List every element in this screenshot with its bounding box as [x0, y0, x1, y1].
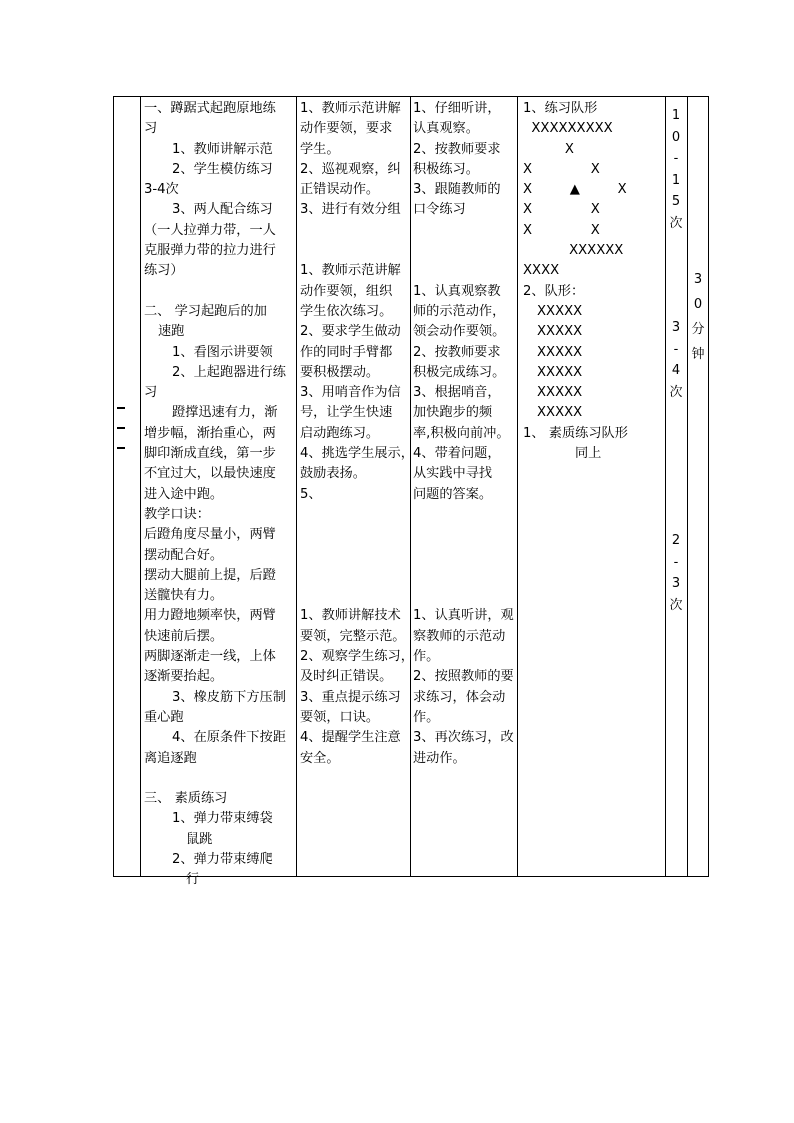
- content-line: 习: [144, 121, 158, 137]
- content-line: 1、教师讲解示范: [172, 141, 273, 157]
- content-line: 脚印渐成直线，第一步: [144, 446, 276, 462]
- teaching-content-cell: [140, 97, 296, 888]
- teacher-line: 2、观察学生练习，: [300, 649, 414, 665]
- content-line: 2、学生模仿练习: [172, 161, 273, 177]
- teacher-line: 及时纠正错误。: [300, 669, 393, 685]
- content-line: 不宜过大，以最快速度: [144, 466, 276, 482]
- student-line: 求练习，体会动: [413, 689, 506, 705]
- student-line: [413, 566, 515, 586]
- teacher-line: [300, 546, 408, 566]
- content-line: 3、两人配合练习: [172, 202, 273, 218]
- student-line: 4、带着问题，: [413, 446, 501, 462]
- student-line: [413, 525, 515, 545]
- repetition-char: -: [673, 341, 679, 357]
- repetition-char: 次: [669, 384, 683, 400]
- cell-mark: [117, 447, 125, 449]
- formation-row: XXXXX: [537, 385, 583, 401]
- student-line: 率,积极向前冲。: [413, 425, 510, 441]
- content-line: 用力蹬地频率快，两臂: [144, 608, 276, 624]
- formation-row: XXXXX: [537, 344, 583, 360]
- student-line: 作。: [413, 649, 440, 665]
- repetition-char: 1: [671, 172, 681, 188]
- student-line: 2、按照教师的要: [413, 669, 514, 685]
- student-line: [413, 261, 515, 281]
- formation-row: X X: [523, 161, 600, 177]
- formation2-diagram: [523, 302, 663, 424]
- student-line: 加快跑步的频: [413, 405, 493, 421]
- formation-row: X: [523, 141, 574, 157]
- teacher-line: 要领，完整示范。: [300, 628, 406, 644]
- formation-row: XXXXX: [537, 324, 583, 340]
- column-divider: [687, 97, 688, 876]
- content-line: 1、弹力带束缚袋: [172, 811, 273, 827]
- content-line: 三、 素质练习: [144, 791, 228, 807]
- content-line: 二、 学习起跑后的加: [144, 303, 267, 319]
- teacher-line: 5、: [300, 486, 322, 502]
- student-line: 1、仔细听讲，: [413, 101, 501, 116]
- content-line: 重心跑: [144, 709, 184, 725]
- cell-mark: [117, 427, 125, 429]
- student-line: 积极练习。: [413, 161, 479, 177]
- content-line: 4、在原条件下按距: [172, 730, 286, 746]
- teacher-line: 4、提醒学生注意: [300, 730, 401, 746]
- teacher-line: 3、用哨音作为信: [300, 385, 401, 401]
- teacher-line: 正错误动作。: [300, 182, 380, 198]
- organization-cell: [517, 97, 665, 876]
- formation-row: XXXXX: [537, 405, 583, 421]
- teacher-line: 作的同时手臂都: [300, 344, 393, 360]
- student-line: 问题的答案。: [413, 486, 493, 502]
- content-line: 摆动大腿前上提，后蹬: [144, 567, 276, 583]
- content-line: [144, 769, 292, 789]
- student-line: 1、认真听讲，观: [413, 608, 514, 624]
- duration-char: 3: [693, 272, 703, 287]
- student-line: 师的示范动作，: [413, 303, 506, 319]
- student-line: 口令练习: [413, 202, 466, 218]
- student-line: 作。: [413, 709, 440, 725]
- formation-row: XXXXXX: [523, 243, 624, 259]
- repetition-char: 4: [671, 363, 681, 378]
- repetition-char: 5: [671, 194, 681, 209]
- teacher-line: [300, 586, 408, 606]
- teacher-line: [300, 241, 408, 261]
- formation-row: X X: [523, 202, 600, 218]
- content-line: 2、弹力带束缚爬: [172, 851, 273, 867]
- repetition-char: 1: [671, 108, 681, 123]
- repetition-char: 次: [669, 597, 683, 613]
- teacher-line: 动作要领，要求: [300, 121, 393, 137]
- formation-row: XXXXXXXXX: [523, 121, 613, 137]
- content-line: 增步幅，渐抬重心，两: [144, 425, 276, 441]
- student-line: [413, 546, 515, 566]
- content-line: 3-4次: [144, 182, 179, 198]
- teacher-line: 3、重点提示练习: [300, 689, 401, 705]
- teacher-line: 学生依次练习。: [300, 303, 393, 319]
- repetition-char: 3: [671, 576, 681, 591]
- student-line: 认真观察。: [413, 121, 479, 137]
- content-line: 3、橡皮筋下方压制: [172, 689, 286, 705]
- student-line: 从实践中寻找: [413, 466, 493, 482]
- duration-char: 分: [691, 322, 705, 337]
- student-line: 领会动作要领。: [413, 324, 506, 340]
- content-line: 蹬撑迅速有力，渐: [172, 405, 278, 421]
- student-line: 3、根据哨音，: [413, 385, 501, 401]
- student-line: 进动作。: [413, 750, 466, 766]
- student-line: 2、按教师要求: [413, 141, 501, 157]
- formation1-diagram: [523, 119, 663, 281]
- repetition-char: -: [673, 554, 679, 570]
- content-line: 逐渐要抬起。: [144, 669, 224, 685]
- content-line: 进入途中跑。: [144, 486, 224, 502]
- student-line: 1、认真观察教: [413, 283, 501, 299]
- content-line: 1、看图示讲要领: [172, 344, 273, 360]
- teacher-line: 3、进行有效分组: [300, 202, 401, 218]
- formation-row: XXXXX: [537, 364, 583, 380]
- student-line: [413, 221, 515, 241]
- duration-label: [687, 267, 709, 367]
- content-line: 一、蹲踞式起跑原地练: [144, 101, 276, 116]
- content-line: 习: [144, 385, 158, 401]
- student-line: [413, 505, 515, 525]
- teacher-line: 1、教师示范讲解: [300, 101, 401, 116]
- content-line: 2、上起跑器进行练: [172, 364, 286, 380]
- teacher-line: 2、巡视观察，纠: [300, 161, 401, 177]
- teacher-line: 学生。: [300, 141, 340, 157]
- content-line: 教学口诀：: [144, 506, 210, 522]
- content-line: 克服弹力带的拉力进行: [144, 243, 276, 259]
- teacher-line: [300, 525, 408, 545]
- content-line: 离追逐跑: [144, 750, 197, 766]
- teacher-line: 要积极摆动。: [300, 364, 380, 380]
- teacher-line: 2、要求学生做动: [300, 324, 401, 340]
- content-line: 鼠跳: [186, 831, 213, 847]
- teacher-activity-cell: [296, 97, 414, 876]
- content-line: 速跑: [158, 324, 185, 340]
- repetition-char: -: [673, 151, 679, 166]
- repetitions-section1: [665, 105, 687, 234]
- content-line: [144, 282, 292, 302]
- quality-formation-same: 同上: [575, 446, 602, 462]
- duration-char: 0: [693, 297, 703, 312]
- formation-row: X X: [523, 222, 600, 238]
- cell-mark: [117, 407, 125, 409]
- teacher-line: 要领，口诀。: [300, 709, 380, 725]
- repetition-char: 2: [671, 533, 681, 548]
- teacher-line: [300, 221, 408, 241]
- content-line: 送髋快有力。: [144, 588, 224, 604]
- student-activity-cell: [410, 97, 517, 876]
- student-line: [413, 586, 515, 606]
- repetition-char: 3: [671, 320, 681, 335]
- content-line: 快速前后摆。: [144, 628, 224, 644]
- teacher-line: 4、挑选学生展示，: [300, 446, 414, 462]
- teacher-line: 号，让学生快速: [300, 405, 393, 421]
- teacher-line: 1、教师示范讲解: [300, 263, 401, 279]
- student-line: 积极完成练习。: [413, 364, 506, 380]
- content-line: 摆动配合好。: [144, 547, 224, 563]
- teacher-line: [300, 566, 408, 586]
- student-line: 2、按教师要求: [413, 344, 501, 360]
- content-line: 行: [186, 872, 200, 888]
- repetitions-section3: [665, 530, 687, 616]
- duration-char: 钟: [691, 347, 705, 362]
- content-line: 后蹬角度尽量小，两臂: [144, 527, 276, 543]
- student-line: 察教师的示范动: [413, 628, 506, 644]
- content-line: （一人拉弹力带，一人: [144, 222, 276, 238]
- formation2-title: 2、队形：: [523, 283, 585, 299]
- lesson-plan-table: [113, 96, 709, 888]
- teacher-line: [300, 505, 408, 525]
- formation-row: XXXX: [523, 263, 560, 279]
- teacher-line: 安全。: [300, 750, 340, 766]
- student-line: 3、跟随教师的: [413, 182, 501, 198]
- student-line: [413, 241, 515, 261]
- student-line: 3、再次练习，改: [413, 730, 514, 746]
- teacher-line: 动作要领，组织: [300, 283, 393, 299]
- repetition-char: 次: [669, 215, 683, 231]
- teacher-line: 启动跑练习。: [300, 425, 380, 441]
- repetition-char: 0: [671, 129, 681, 145]
- teacher-line: 1、教师讲解技术: [300, 608, 401, 624]
- repetitions-section2: [665, 317, 687, 403]
- content-line: 两脚逐渐走一线，上体: [144, 649, 276, 665]
- teacher-line: 鼓励表扬。: [300, 466, 366, 482]
- content-line: 练习）: [144, 263, 184, 279]
- formation1-title: 1、练习队形: [523, 101, 598, 116]
- quality-formation-title: 1、 素质练习队形: [523, 425, 628, 441]
- formation-row: XXXXX: [537, 303, 583, 319]
- formation-row: X ▲ X: [523, 182, 627, 198]
